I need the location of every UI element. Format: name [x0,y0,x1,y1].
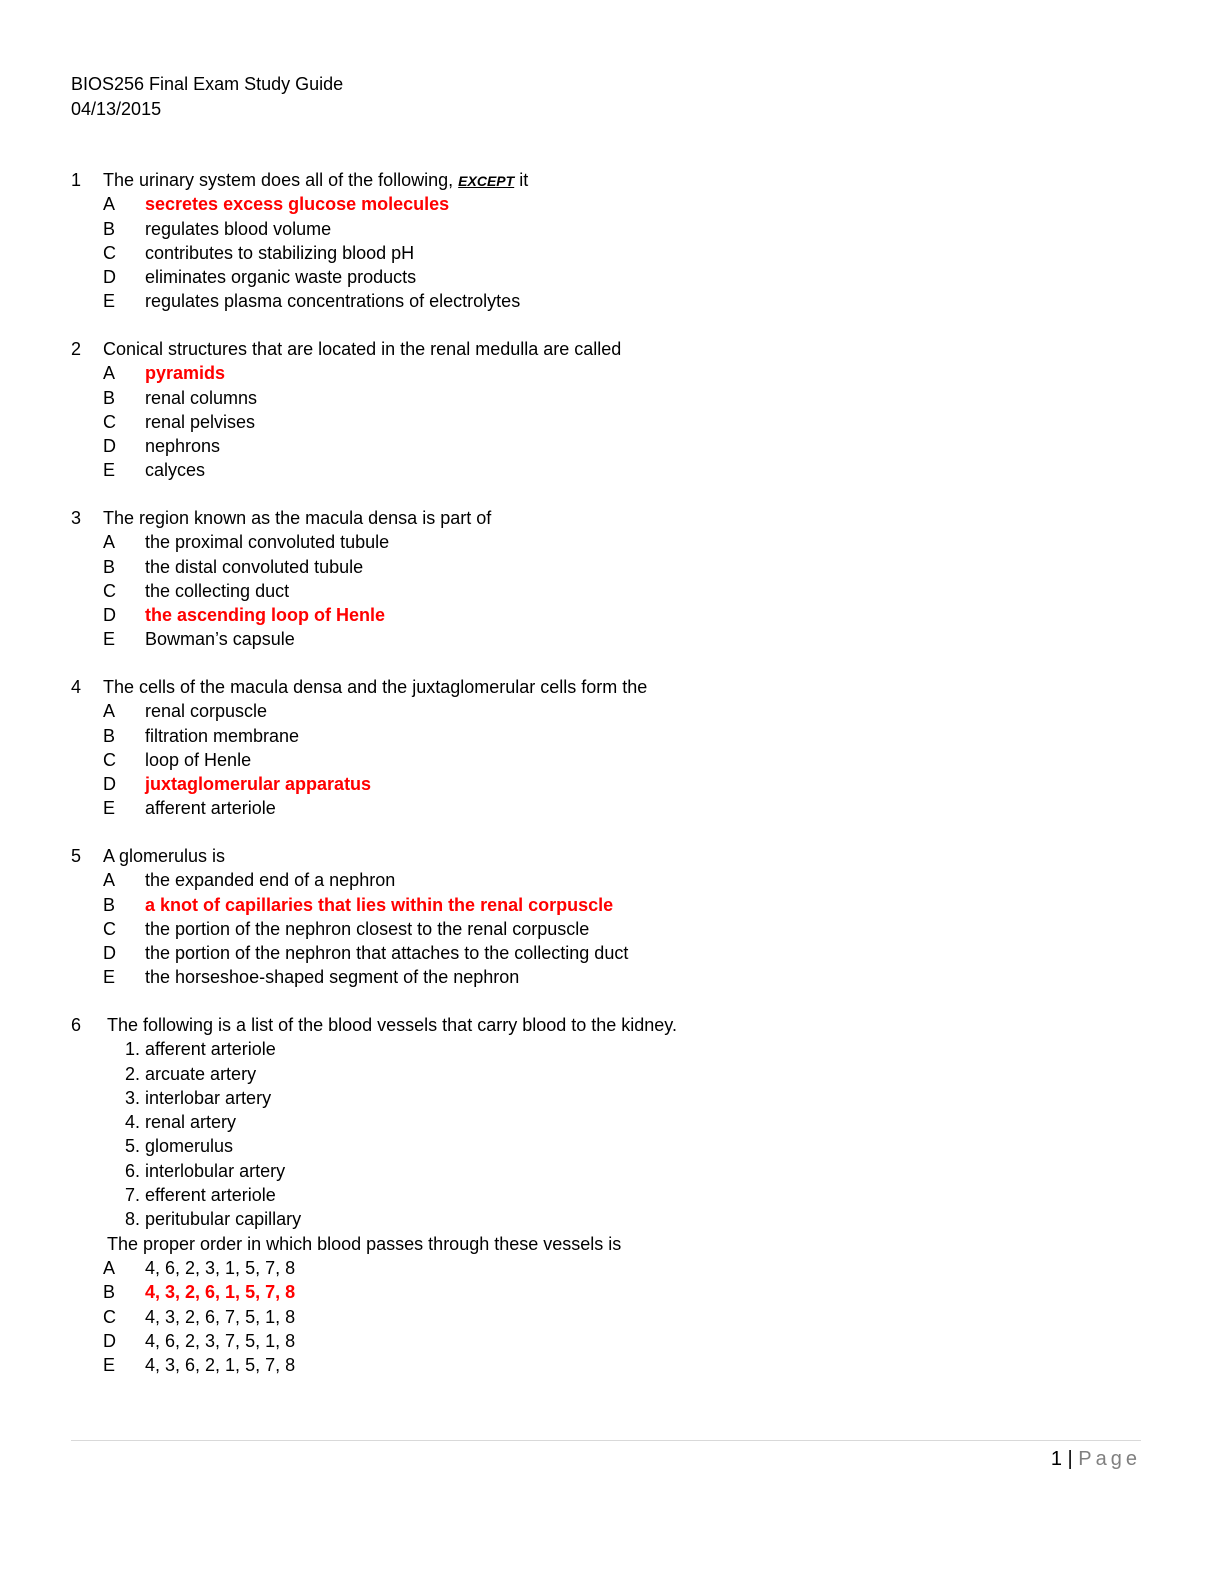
answer-option [71,386,1071,410]
question-number: 4 [71,677,82,697]
answer-option [71,361,1071,385]
answer-option [71,917,1071,941]
question-text: Conical structures that are located in the renal medulla are called [103,339,622,359]
correct-answer-text: the ascending loop of Henle [145,605,386,626]
option-letter: D [103,774,116,795]
option-text: renal columns [145,387,258,408]
option-letter: B [103,556,116,577]
option-text: the horseshoe-shaped segment of the nephron [145,967,520,988]
correct-answer-text: secretes excess glucose molecules [145,194,450,215]
document-header [71,72,343,121]
answer-option [71,192,1071,216]
question-text: The urinary system does all of the following, EXCEPT it [103,170,529,190]
question-6 [71,1013,1071,1377]
answer-option [71,724,1071,748]
question-text: A glomerulus is [103,846,226,866]
question-text: The following is a list of the blood vessels that carry blood to the kidney. [107,1015,677,1035]
answer-option [71,1305,1071,1329]
option-text: 4, 6, 2, 3, 1, 5, 7, 8 [145,1257,296,1278]
question-prompt [71,1232,1071,1256]
answer-option [71,555,1071,579]
document-date: 04/13/2015 [71,98,162,119]
question-3 [71,506,1071,652]
answer-option [71,434,1071,458]
question-1 [71,168,1071,314]
option-letter: E [103,967,116,988]
question-stem [71,1013,1071,1037]
option-text: loop of Henle [145,749,252,770]
option-letter: E [103,460,116,481]
option-letter: E [103,629,116,650]
option-letter: A [103,870,116,891]
vessel-list-item [71,1062,1071,1086]
answer-option [71,941,1071,965]
answer-option [71,893,1071,917]
vessel-list-item [71,1159,1071,1183]
prompt-text: The proper order in which blood passes through these vessels is [107,1233,622,1254]
option-letter: B [103,894,116,915]
option-letter: D [103,436,116,457]
footer-divider [71,1440,1141,1441]
vessel-list-item [71,1207,1071,1231]
page-number: 1 [1050,1448,1062,1470]
document-title: BIOS256 Final Exam Study Guide [71,74,344,94]
answer-option [71,965,1071,989]
option-text: afferent arteriole [145,798,276,819]
option-text: eliminates organic waste products [145,267,417,288]
option-text: the proximal convoluted tubule [145,532,390,553]
question-number: 5 [71,846,82,866]
answer-option [71,868,1071,892]
question-5 [71,844,1071,990]
answer-option [71,1256,1071,1280]
option-text: regulates blood volume [145,218,332,239]
option-text: renal corpuscle [145,701,268,722]
option-text: nephrons [145,436,221,457]
option-text: the distal convoluted tubule [145,556,364,577]
option-text: 4, 3, 6, 2, 1, 5, 7, 8 [145,1355,296,1376]
answer-option [71,1329,1071,1353]
except-emphasis: EXCEPT [458,173,515,189]
answer-option [71,289,1071,313]
answer-option [71,796,1071,820]
option-text: calyces [145,460,206,481]
answer-option [71,217,1071,241]
answer-option [71,627,1071,651]
answer-option [71,579,1071,603]
vessel-list-text: 4. renal artery [125,1112,237,1133]
question-number: 1 [71,170,82,190]
option-letter: C [103,411,116,432]
vessel-list-text: 6. interlobular artery [125,1160,286,1181]
question-text: The cells of the macula densa and the juxtaglomerular cells form the [103,677,648,697]
option-text: the portion of the nephron closest to the renal corpuscle [145,918,590,939]
option-letter: C [103,1306,116,1327]
vessel-list-text: 7. efferent arteriole [125,1185,276,1206]
vessel-list-text: 5. glomerulus [125,1136,234,1157]
option-letter: C [103,580,116,601]
option-letter: E [103,291,116,312]
option-text: the collecting duct [145,580,290,601]
question-number: 6 [71,1015,82,1035]
option-letter: A [103,363,116,384]
answer-option [71,530,1071,554]
option-letter: E [103,798,116,819]
vessel-list-text: 3. interlobar artery [125,1087,272,1108]
answer-option [71,265,1071,289]
vessel-list-text: 8. peritubular capillary [125,1209,302,1230]
vessel-list-text: 1. afferent arteriole [125,1039,276,1060]
answer-option [71,699,1071,723]
correct-answer-text: 4, 3, 2, 6, 1, 5, 7, 8 [145,1282,296,1303]
vessel-list-item [71,1037,1071,1061]
answer-option [71,1280,1071,1304]
correct-answer-text: a knot of capillaries that lies within the renal corpuscle [145,894,614,915]
vessel-list-item [71,1086,1071,1110]
answer-option [71,410,1071,434]
question-text: The region known as the macula densa is part of [103,508,492,528]
question-2 [71,337,1071,483]
answer-option [71,241,1071,265]
answer-option [71,603,1071,627]
page-footer [1051,1446,1141,1472]
option-letter: B [103,725,116,746]
page-label: Page [1078,1448,1141,1470]
option-letter: A [103,532,116,553]
option-letter: A [103,194,116,215]
option-text: 4, 6, 2, 3, 7, 5, 1, 8 [145,1330,296,1351]
correct-answer-text: pyramids [145,363,226,384]
vessel-list-item [71,1134,1071,1158]
option-text: filtration membrane [145,725,300,746]
option-text: the portion of the nephron that attaches to the collecting duct [145,943,629,964]
question-stem [71,337,1071,361]
answer-option [71,458,1071,482]
option-text: 4, 3, 2, 6, 7, 5, 1, 8 [145,1306,296,1327]
option-text: the expanded end of a nephron [145,870,396,891]
question-stem [71,844,1071,868]
correct-answer-text: juxtaglomerular apparatus [145,774,372,795]
question-stem [71,675,1071,699]
option-letter: C [103,749,116,770]
vessel-list-item [71,1110,1071,1134]
option-letter: D [103,267,116,288]
option-letter: D [103,943,116,964]
option-text: contributes to stabilizing blood pH [145,242,415,263]
answer-option [71,1353,1071,1377]
option-text: regulates plasma concentrations of electrolytes [145,291,521,312]
question-stem [71,168,1071,192]
option-text: Bowman’s capsule [145,629,295,650]
option-letter: B [103,218,116,239]
option-letter: D [103,1330,116,1351]
vessel-list-text: 2. arcuate artery [125,1063,257,1084]
option-letter: E [103,1355,116,1376]
question-number: 2 [71,339,82,359]
option-letter: C [103,918,116,939]
answer-option [71,772,1071,796]
option-letter: A [103,1257,116,1278]
answer-option [71,748,1071,772]
question-stem [71,506,1071,530]
option-letter: D [103,605,116,626]
option-text: renal pelvises [145,411,256,432]
option-letter: C [103,242,116,263]
question-number: 3 [71,508,82,528]
option-letter: B [103,387,116,408]
question-4 [71,675,1071,821]
option-letter: B [103,1282,116,1303]
option-letter: A [103,701,116,722]
vessel-list-item [71,1183,1071,1207]
footer-separator: | [1067,1448,1073,1470]
